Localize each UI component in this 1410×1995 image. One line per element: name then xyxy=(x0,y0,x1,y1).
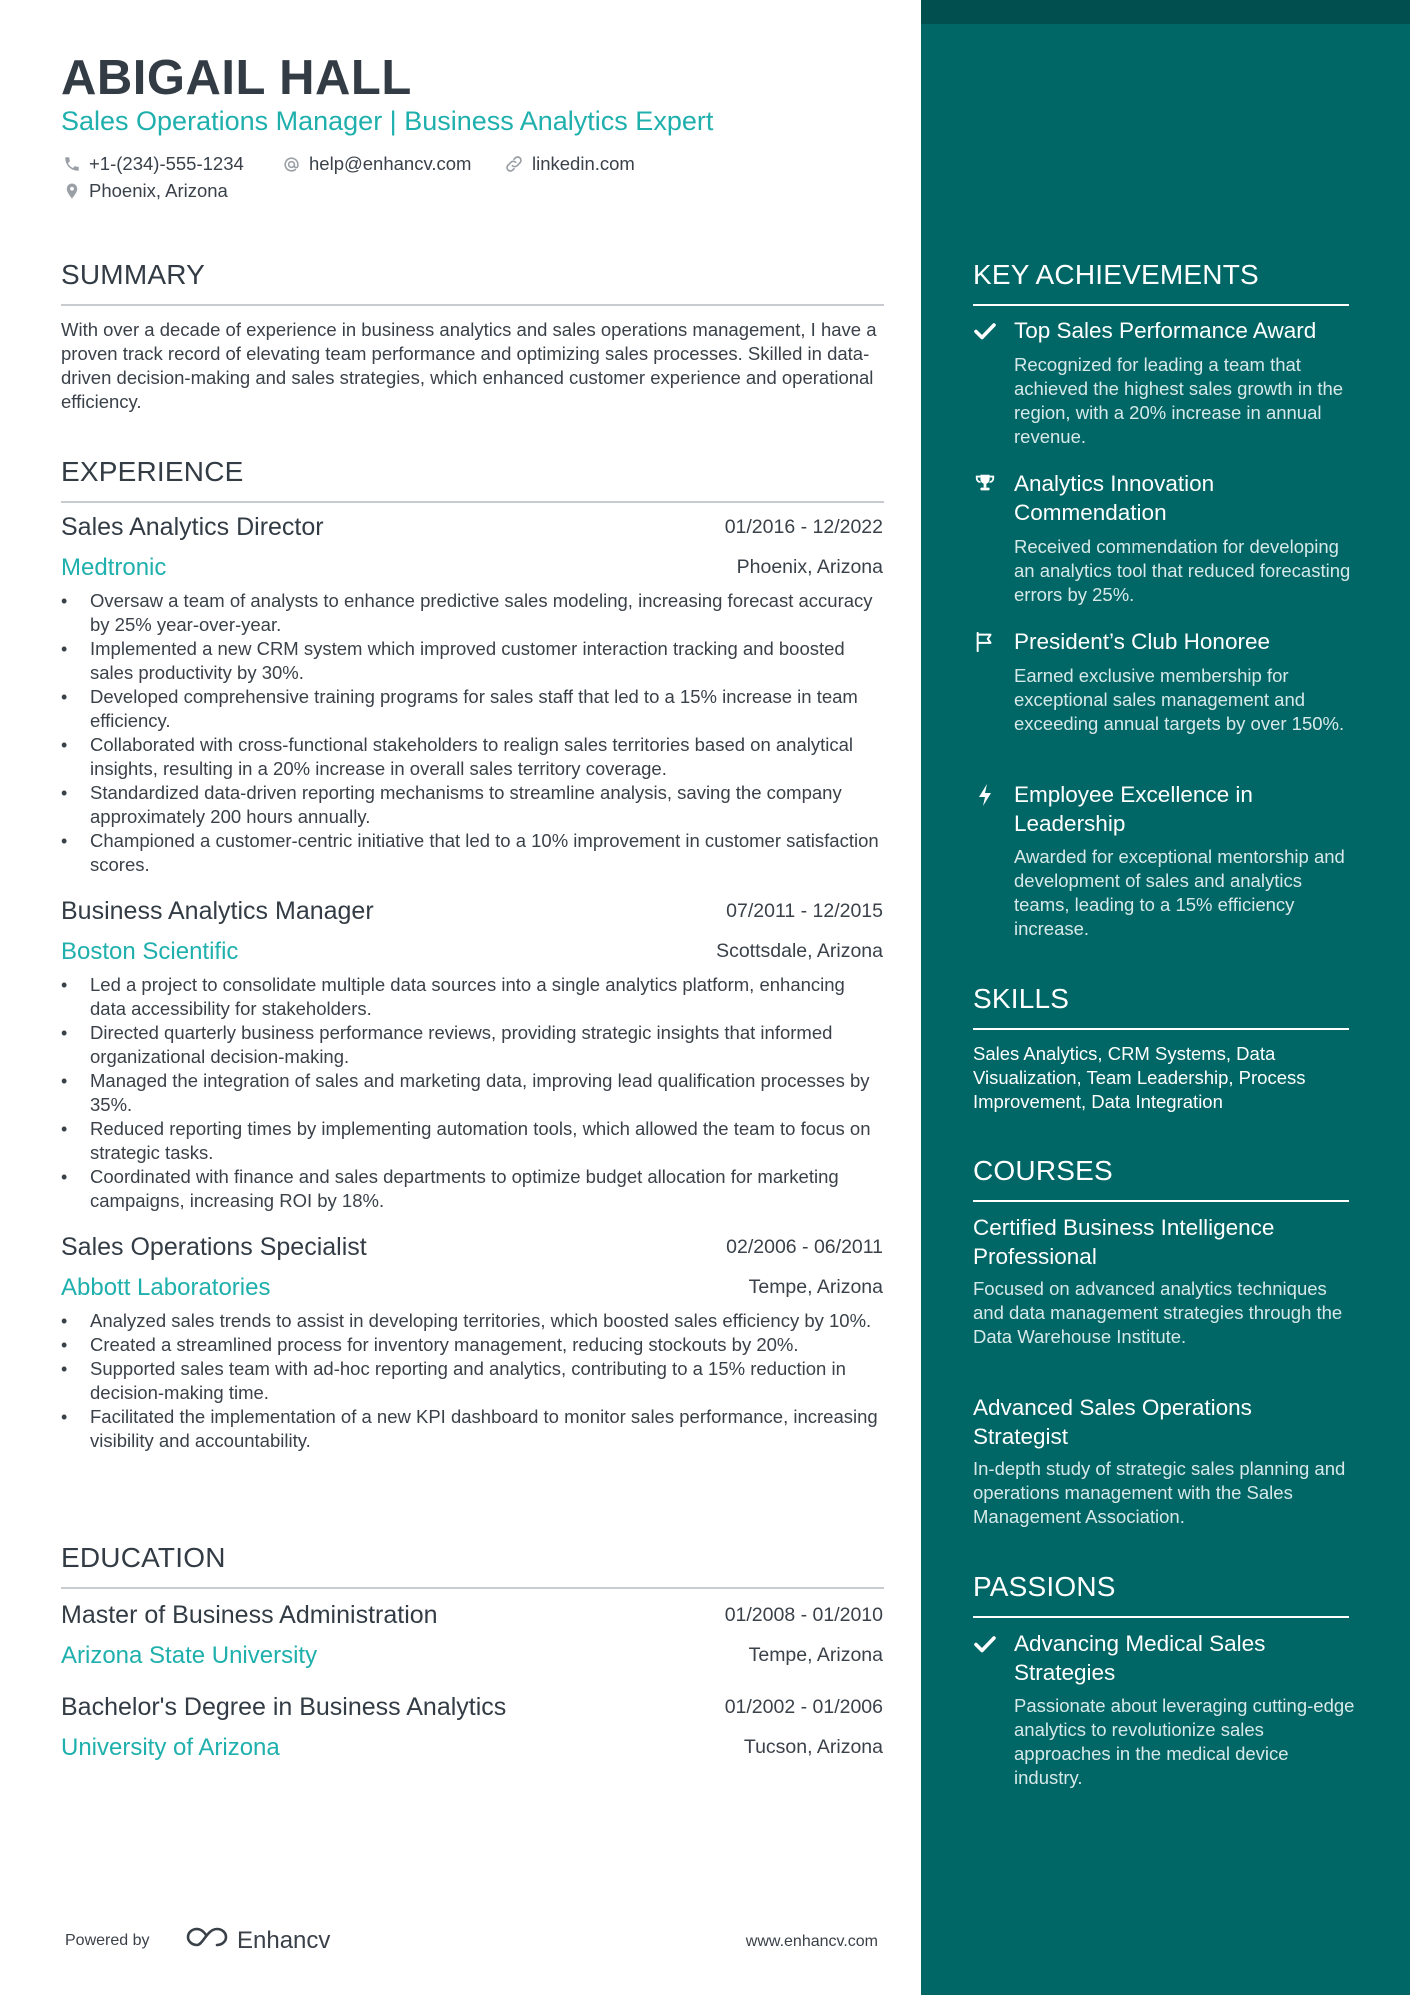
candidate-name: ABIGAIL HALL xyxy=(61,51,412,105)
company-name: Medtronic xyxy=(61,554,167,581)
passion-title: Advancing Medical Sales Strategies xyxy=(1014,1631,1266,1685)
job-dates: 07/2011 - 12/2015 xyxy=(726,900,883,922)
courses-divider xyxy=(973,1200,1349,1202)
company-name: Boston Scientific xyxy=(61,938,239,965)
achievement-desc: Recognized for leading a team that achieved the highest sales growth in the region, with a 20% increase in annual revenue. xyxy=(1014,354,1344,447)
degree-title: Master of Business Administration xyxy=(61,1601,438,1629)
link-icon xyxy=(504,154,524,174)
email-text[interactable]: help@enhancv.com xyxy=(309,153,472,174)
job-location: Phoenix, Arizona xyxy=(736,556,883,578)
passions-divider xyxy=(973,1616,1349,1618)
achievement-title: President’s Club Honoree xyxy=(1014,629,1270,654)
school-name: Arizona State University xyxy=(61,1642,318,1669)
flag-icon xyxy=(973,630,997,654)
job-bullet: • Standardized data-driven reporting mechanisms to streamline analysis, saving the company approximately 200 hours annually. xyxy=(61,781,884,829)
summary-text: With over a decade of experience in business analytics and sales operations management, I have a proven track record of elevating team performance and optimizing sales processes. Skilled in data-driven decision-making and sales strategies, which enhanced customer experience and operational efficiency. xyxy=(61,319,877,412)
contact-phone xyxy=(63,152,244,176)
phone-text: +1-(234)-555-1234 xyxy=(89,153,244,174)
company-name: Abbott Laboratories xyxy=(61,1274,271,1301)
trophy-icon xyxy=(973,471,997,495)
job-dates: 01/2016 - 12/2022 xyxy=(724,516,883,538)
infinity-logo-icon xyxy=(183,1924,231,1958)
location-pin-icon xyxy=(63,181,81,201)
courses-heading: COURSES xyxy=(973,1155,1113,1186)
skills-text: Sales Analytics, CRM Systems, Data Visualization, Team Leadership, Process Improvement, Data Integration xyxy=(973,1043,1306,1112)
job-bullet: • Analyzed sales trends to assist in developing territories, which boosted sales efficiency by 10%. xyxy=(61,1309,884,1333)
job-location: Tempe, Arizona xyxy=(748,1276,883,1298)
contact-linkedin[interactable] xyxy=(504,152,635,176)
job-bullet: • Managed the integration of sales and marketing data, improving lead qualification processes by 35%. xyxy=(61,1069,884,1117)
job-bullet: • Facilitated the implementation of a new KPI dashboard to monitor sales performance, increasing visibility and accountability. xyxy=(61,1405,884,1453)
job-dates: 02/2006 - 06/2011 xyxy=(726,1236,883,1258)
course-desc: In-depth study of strategic sales planning and operations management with the Sales Management Association. xyxy=(973,1458,1346,1527)
at-icon xyxy=(282,155,301,174)
job-bullets xyxy=(61,1309,884,1453)
summary-divider xyxy=(61,304,884,306)
check-icon xyxy=(973,1632,997,1656)
job-bullet: • Created a streamlined process for inventory management, reducing stockouts by 20%. xyxy=(61,1333,884,1357)
job-bullet: • Collaborated with cross-functional stakeholders to realign sales territories based on analytical insights, resulting in a 20% increase in overall sales territory coverage. xyxy=(61,733,884,781)
passion-desc: Passionate about leveraging cutting-edge analytics to revolutionize sales approaches in the medical device industry. xyxy=(1014,1695,1355,1788)
check-icon xyxy=(973,319,997,343)
degree-title: Bachelor's Degree in Business Analytics xyxy=(61,1693,507,1721)
education-divider xyxy=(61,1587,884,1589)
enhancv-logo[interactable] xyxy=(183,1924,330,1958)
key-achievements-divider xyxy=(973,304,1349,306)
sidebar-top-band xyxy=(921,0,1410,24)
location-text: Phoenix, Arizona xyxy=(89,180,228,201)
job-bullet: • Oversaw a team of analysts to enhance predictive sales modeling, increasing forecast accuracy by 25% year-over-year. xyxy=(61,589,884,637)
school-location: Tempe, Arizona xyxy=(748,1644,883,1666)
achievement-desc: Awarded for exceptional mentorship and development of sales and analytics teams, leading to a 15% efficiency increase. xyxy=(1014,846,1345,939)
degree-dates: 01/2008 - 01/2010 xyxy=(724,1604,883,1626)
job-bullet: • Coordinated with finance and sales departments to optimize budget allocation for marketing campaigns, increasing ROI by 18%. xyxy=(61,1165,884,1213)
enhancv-brand-text: Enhancv xyxy=(237,1927,331,1954)
passions-heading: PASSIONS xyxy=(973,1571,1116,1602)
candidate-tagline: Sales Operations Manager | Business Analytics Expert xyxy=(61,106,714,136)
contact-location xyxy=(63,179,228,203)
job-bullets xyxy=(61,589,884,877)
job-title: Sales Analytics Director xyxy=(61,513,324,541)
achievement-title: Analytics Innovation Commendation xyxy=(1014,471,1215,525)
lightning-icon xyxy=(973,783,997,807)
job-bullet: • Championed a customer-centric initiative that led to a 10% improvement in customer satisfaction scores. xyxy=(61,829,884,877)
job-location: Scottsdale, Arizona xyxy=(716,940,883,962)
degree-dates: 01/2002 - 01/2006 xyxy=(724,1696,883,1718)
contact-email[interactable] xyxy=(282,152,471,176)
experience-divider xyxy=(61,501,884,503)
job-bullet: • Led a project to consolidate multiple data sources into a single analytics platform, enhancing data accessibility for stakeholders. xyxy=(61,973,884,1021)
course-title: Certified Business Intelligence Professional xyxy=(973,1215,1275,1269)
skills-divider xyxy=(973,1028,1349,1030)
job-bullet: • Reduced reporting times by implementing automation tools, which allowed the team to focus on strategic tasks. xyxy=(61,1117,884,1165)
skills-heading: SKILLS xyxy=(973,983,1070,1014)
school-location: Tucson, Arizona xyxy=(743,1736,883,1758)
achievement-title: Employee Excellence in Leadership xyxy=(1014,782,1253,836)
job-bullet: • Supported sales team with ad-hoc reporting and analytics, contributing to a 15% reduction in decision-making time. xyxy=(61,1357,884,1405)
footer-website[interactable]: www.enhancv.com xyxy=(745,1933,878,1950)
job-bullets xyxy=(61,973,884,1213)
school-name: University of Arizona xyxy=(61,1734,280,1761)
powered-by-label: Powered by xyxy=(65,1932,150,1949)
linkedin-text[interactable]: linkedin.com xyxy=(532,153,635,174)
summary-heading: SUMMARY xyxy=(61,259,206,290)
job-title: Business Analytics Manager xyxy=(61,897,374,925)
course-desc: Focused on advanced analytics techniques and data management strategies through the Data Warehouse Institute. xyxy=(973,1278,1343,1347)
course-title: Advanced Sales Operations Strategist xyxy=(973,1395,1252,1449)
job-bullet: • Implemented a new CRM system which improved customer interaction tracking and boosted sales productivity by 30%. xyxy=(61,637,884,685)
key-achievements-heading: KEY ACHIEVEMENTS xyxy=(973,259,1259,290)
job-bullet: • Developed comprehensive training programs for sales staff that led to a 15% increase in team efficiency. xyxy=(61,685,884,733)
achievement-desc: Received commendation for developing an analytics tool that reduced forecasting errors by 25%. xyxy=(1014,536,1351,605)
phone-icon xyxy=(63,155,81,173)
achievement-desc: Earned exclusive membership for exceptional sales management and exceeding annual targets by over 150%. xyxy=(1014,665,1345,734)
achievement-title: Top Sales Performance Award xyxy=(1014,318,1317,343)
education-heading: EDUCATION xyxy=(61,1542,226,1573)
job-title: Sales Operations Specialist xyxy=(61,1233,367,1261)
job-bullet: • Directed quarterly business performance reviews, providing strategic insights that informed organizational decision-making. xyxy=(61,1021,884,1069)
experience-heading: EXPERIENCE xyxy=(61,456,244,487)
